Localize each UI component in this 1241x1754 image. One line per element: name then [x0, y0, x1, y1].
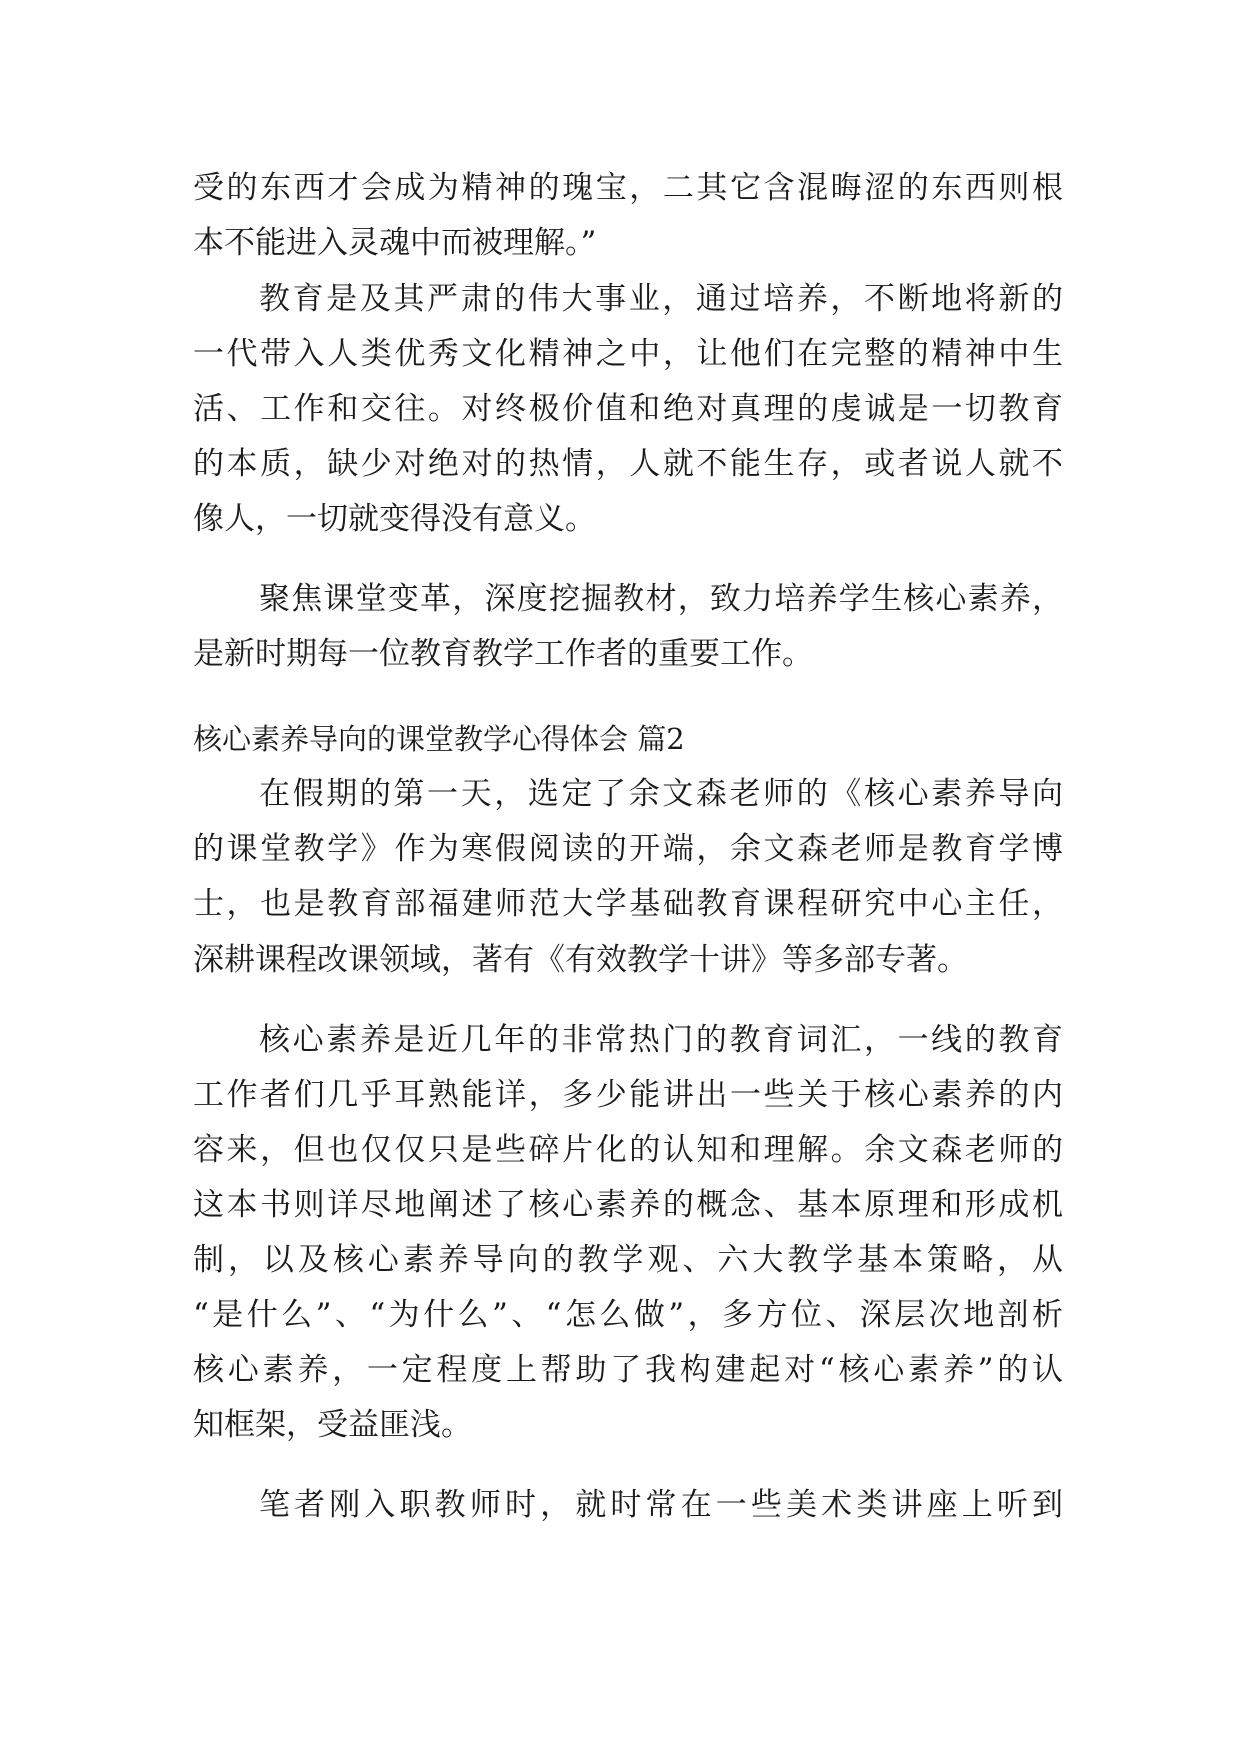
paragraph-start-line: 笔者刚入职教师时，就时常在一些美术类讲座上听到 — [259, 1487, 1063, 1523]
text-line: 一代带入人类优秀文化精神之中，让他们在完整的精神中生 — [193, 336, 1063, 372]
text-line: 容来，但也仅仅只是些碎片化的认知和理解。余文森老师的 — [193, 1132, 1063, 1168]
text-line: 活、工作和交往。对终极价值和绝对真理的虔诚是一切教育 — [193, 391, 1063, 427]
section-heading: 核心素养导向的课堂教学心得体会 篇2 — [193, 722, 685, 756]
paragraph-start-line: 在假期的第一天，选定了余文森老师的《核心素养导向 — [259, 776, 1063, 812]
text-line: 本不能进入灵魂中而被理解。” — [193, 225, 597, 261]
text-line: 像人，一切就变得没有意义。 — [193, 501, 596, 537]
text-line: 的本质，缺少对绝对的热情，人就不能生存，或者说人就不 — [193, 446, 1063, 482]
paragraph-start-line: 教育是及其严肃的伟大事业，通过培养，不断地将新的 — [259, 281, 1063, 317]
text-line: 工作者们几乎耳熟能详，多少能讲出一些关于核心素养的内 — [193, 1077, 1063, 1113]
text-line: 的课堂教学》作为寒假阅读的开端，余文森老师是教育学博 — [193, 831, 1063, 867]
paragraph-start-line: 聚焦课堂变革，深度挖掘教材，致力培养学生核心素养， — [259, 581, 1063, 617]
text-line: 这本书则详尽地阐述了核心素养的概念、基本原理和形成机 — [193, 1187, 1063, 1223]
text-line: 深耕课程改课领域，著有《有效教学十讲》等多部专著。 — [193, 942, 968, 978]
text-line: 受的东西才会成为精神的瑰宝，二其它含混晦涩的东西则根 — [193, 170, 1063, 206]
text-line: 知框架，受益匪浅。 — [193, 1407, 472, 1443]
text-line: “是什么”、“为什么”、“怎么做”，多方位、深层次地剖析 — [193, 1297, 1063, 1333]
paragraph-start-line: 核心素养是近几年的非常热门的教育词汇，一线的教育 — [259, 1022, 1063, 1058]
text-line: 制，以及核心素养导向的教学观、六大教学基本策略，从 — [193, 1242, 1063, 1278]
text-line: 士，也是教育部福建师范大学基础教育课程研究中心主任， — [193, 886, 1063, 922]
text-line: 核心素养，一定程度上帮助了我构建起对“核心素养”的认 — [193, 1352, 1063, 1388]
text-line: 是新时期每一位教育教学工作者的重要工作。 — [193, 636, 813, 672]
